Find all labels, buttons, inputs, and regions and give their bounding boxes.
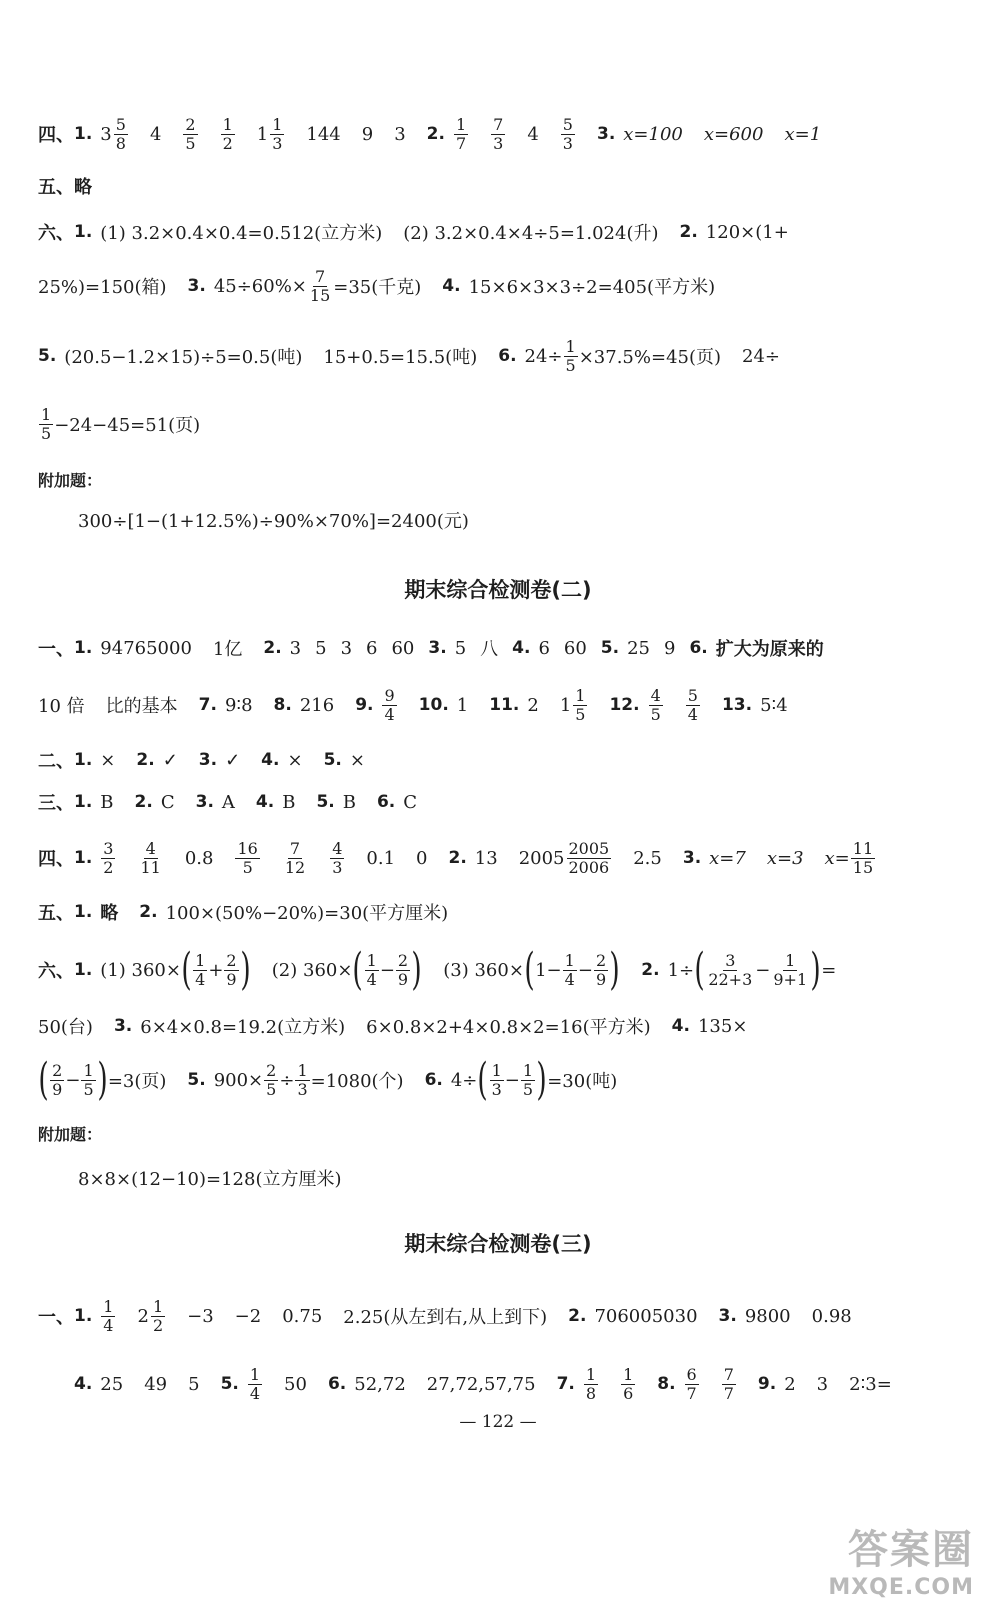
fraction: $\frac{7}{3}$ <box>493 114 504 153</box>
answer: 8×8×(12−10)=128(立方厘米) <box>78 1169 342 1190</box>
item-number: 2. <box>263 638 282 658</box>
answer-line <box>0 1354 996 1414</box>
answer: 八 <box>480 639 499 660</box>
answer: 10 倍 <box>38 696 85 717</box>
fraction: $\frac{1}{4}$ <box>249 1364 261 1403</box>
item-number: 2. <box>136 750 155 770</box>
fraction: $\frac{4}{5}$ <box>650 685 661 724</box>
fraction: $\frac{2}{9}$ <box>397 950 409 989</box>
item-number: 3. <box>596 124 616 144</box>
answer: 略 <box>100 903 119 924</box>
answer: 144 <box>306 123 341 145</box>
section-label: 四、 <box>38 125 74 146</box>
item-number: 3. <box>113 1016 133 1036</box>
fraction: $\frac{1}{5}$ <box>565 336 576 375</box>
item-number: 4. <box>442 276 461 296</box>
answer: (2) 360× <box>271 959 353 981</box>
item-number: 2. <box>568 1306 587 1326</box>
answer: ✓ <box>225 749 241 771</box>
item-number: 6. <box>689 638 708 658</box>
fraction: $\frac{6}{7}$ <box>686 1364 697 1403</box>
fraction: $\frac{3}{2}$ <box>103 838 114 877</box>
item-number: 10. <box>418 695 449 715</box>
answer: 4÷ <box>450 1069 478 1091</box>
item-number: 6. <box>376 792 396 812</box>
answer: 60 <box>563 637 587 659</box>
item-number: 5. <box>316 792 335 812</box>
answer-line <box>0 828 996 888</box>
item-number: 1. <box>74 902 93 922</box>
item-number: 4. <box>74 1374 93 1394</box>
answer: 25%)=150(箱) <box>38 277 167 298</box>
answer: 15×6×3×3÷2=405(平方米) <box>468 277 716 298</box>
fraction: $\frac{2}{9}$ <box>595 950 607 989</box>
answer: (20.5−1.2×15)÷5=0.5(吨) <box>64 347 303 368</box>
answer: x=600 <box>703 123 764 145</box>
answer: 3 <box>394 123 406 145</box>
item-number: 3. <box>198 750 218 770</box>
answer: 24÷ <box>524 345 563 367</box>
answer: 6×0.8×2+4×0.8×2=16(平方米) <box>366 1017 651 1038</box>
answer: 5 <box>315 637 327 659</box>
answer: 3 <box>100 123 112 145</box>
fraction: $\frac{1}{3}$ <box>491 1060 502 1099</box>
watermark-logo <box>804 1518 974 1600</box>
answer: 4 <box>149 123 162 145</box>
answer: 49 <box>144 1373 168 1395</box>
item-number: 1. <box>74 638 93 658</box>
section-label: 六、 <box>38 961 74 982</box>
answer: ✓ <box>162 749 178 771</box>
answer: 2 <box>784 1373 796 1395</box>
page-number: — 122 — <box>459 1412 537 1432</box>
section-label: 二、 <box>38 751 74 772</box>
answer: 0.98 <box>811 1305 852 1327</box>
answer: 0.75 <box>282 1305 323 1327</box>
section-label: 四、 <box>38 849 74 870</box>
fraction: $\frac{2}{5}$ <box>266 1060 277 1099</box>
answer: 0.1 <box>366 847 396 869</box>
answer: 15+0.5=15.5(吨) <box>323 347 478 368</box>
fraction: $\frac{5}{8}$ <box>115 114 126 153</box>
answer: 0.8 <box>184 847 214 869</box>
answer: −2 <box>234 1305 262 1327</box>
item-number: 5. <box>220 1374 239 1394</box>
answer: −24−45=51(页) <box>54 415 201 436</box>
item-number: 7. <box>556 1374 575 1394</box>
fraction: $\frac{1}{5}$ <box>83 1060 94 1099</box>
item-number: 5. <box>38 346 57 366</box>
answer-line: 25%)=150(箱) 3. 45÷60%× $\frac{7}{15}$ =35(千克) 4. 15×6×3×3÷2=405(平方米) <box>38 266 716 305</box>
answer: 24÷ <box>742 345 781 367</box>
answer: 1÷ <box>667 959 695 981</box>
fraction: $\frac{2}{9}$ <box>52 1060 63 1099</box>
answer: 25 <box>100 1373 124 1395</box>
watermark-url: MXQE.COM <box>828 1575 974 1600</box>
item-number: 8. <box>273 695 292 715</box>
answer-line <box>0 1286 996 1346</box>
answer: x=3 <box>766 847 804 869</box>
answer-line <box>0 394 996 454</box>
answer-line <box>0 784 996 820</box>
answer: 6 <box>538 637 550 659</box>
answer: (1) 360× <box>100 959 181 981</box>
answer: x=100 <box>623 123 683 145</box>
answer: 50(台) <box>38 1017 93 1038</box>
answer-line: ( $\frac{2}{9}$ − $\frac{1}{5}$ ) =3(页) 5. 900× $\frac{2}{5}$ ÷ $\frac{1}{3}$ =1080(个) 6. 4÷ ( $\frac{1}{3}$ − $\frac{1}{5}$ ) =30(吨) <box>38 1054 618 1105</box>
answer: 13 <box>474 847 498 869</box>
answer: 135× <box>697 1015 748 1037</box>
fraction: $\frac{1}{5}$ <box>41 404 52 443</box>
answer: 9800 <box>744 1305 791 1327</box>
answer: 2 <box>527 694 539 716</box>
answer: × <box>349 749 365 771</box>
item-number: 4. <box>671 1016 690 1036</box>
item-number: 1. <box>74 222 93 242</box>
fraction: $\frac{2}{9}$ <box>226 950 237 989</box>
answer: 5∶4 <box>760 694 788 716</box>
answer: 2 <box>137 1305 149 1327</box>
fraction: $\frac{4}{11}$ <box>140 838 161 877</box>
item-number: 8. <box>657 1374 676 1394</box>
fraction: $\frac{9}{4}$ <box>384 685 395 724</box>
answer: C <box>403 791 418 813</box>
answer: B <box>342 791 356 813</box>
fraction: $\frac{1}{5}$ <box>575 685 586 724</box>
answer: 60 <box>391 637 415 659</box>
answer: × <box>287 749 303 771</box>
answer: B <box>282 791 296 813</box>
section-label: 六、 <box>38 223 74 244</box>
answer-line: 六、 1. (1) 360× ( $\frac{1}{4}$ + $\frac{2}{9}$ ) (2) 360× ( $\frac{1}{4}$ − $\frac{2}{9}$ ) (3) 360× ( 1− $\frac{1}{4}$ − $\frac{2}{9}$ ) 2. 1÷ ( $\frac{3}{22+3}$ − $\frac{1}{9+1}$ ) = <box>38 944 837 995</box>
item-number: 1. <box>74 124 93 144</box>
item-number: 1. <box>74 848 93 868</box>
answer: 9 <box>664 637 676 659</box>
answer: 3 <box>340 637 353 659</box>
item-number: 11. <box>489 695 520 715</box>
fraction: $\frac{5}{3}$ <box>562 114 573 153</box>
item-number: 3. <box>428 638 447 658</box>
fraction: $\frac{1}{6}$ <box>623 1364 634 1403</box>
item-number: 2. <box>641 960 660 980</box>
answer: 216 <box>299 694 335 716</box>
answer: 0 <box>416 847 428 869</box>
answer: 25 <box>627 637 650 659</box>
item-number: 3. <box>195 792 214 812</box>
answer: 5 <box>454 637 467 659</box>
fraction: $\frac{1}{9+1}$ <box>773 950 808 989</box>
answer: (1) 3.2×0.4×0.4=0.512(立方米) <box>100 223 383 244</box>
answer-line <box>0 214 996 250</box>
answer-line <box>0 168 996 204</box>
answer: 4 <box>527 123 539 145</box>
item-number: 7. <box>198 695 217 715</box>
item-number: 4. <box>512 638 531 658</box>
extra-question-label: 附加题： <box>38 1125 103 1144</box>
item-number: 2. <box>139 902 158 922</box>
answer: C <box>160 791 175 813</box>
fraction: $\frac{1}{7}$ <box>455 114 467 153</box>
fraction: $\frac{1}{3}$ <box>272 114 283 153</box>
fraction: $\frac{1}{3}$ <box>297 1060 308 1099</box>
fraction: $\frac{1}{2}$ <box>222 114 233 153</box>
answer: × <box>100 749 116 771</box>
item-number: 1. <box>74 792 93 812</box>
extra-question-label: 附加题： <box>38 471 103 490</box>
answer-line <box>0 894 996 930</box>
item-number: 5. <box>323 750 342 770</box>
item-number: 2. <box>426 124 445 144</box>
fraction: $\frac{7}{7}$ <box>723 1364 734 1403</box>
fraction: $\frac{11}{15}$ <box>852 838 874 877</box>
answer: 2∶3= <box>849 1373 892 1395</box>
fraction: $\frac{1}{4}$ <box>195 950 206 989</box>
answer: 300÷[1−(1+12.5%)÷90%×70%]=2400(元) <box>78 511 469 532</box>
item-number: 6. <box>424 1070 443 1090</box>
fraction: $\frac{1}{4}$ <box>366 950 377 989</box>
fraction: $\frac{2005}{2006}$ <box>568 838 610 877</box>
item-number: 5. <box>600 638 620 658</box>
answer: 94765000 <box>100 637 192 659</box>
fraction: $\frac{1}{5}$ <box>522 1060 534 1099</box>
answer: 9 <box>361 123 374 145</box>
section-label: 一、 <box>38 1307 74 1328</box>
answer: 52,72 <box>354 1373 406 1395</box>
answer: 比的基本 <box>105 696 178 717</box>
item-number: 13. <box>721 695 753 715</box>
item-number: 5. <box>187 1070 206 1090</box>
answer-line <box>0 630 996 666</box>
fraction: $\frac{1}{8}$ <box>585 1364 597 1403</box>
fraction: $\frac{16}{5}$ <box>237 838 258 877</box>
item-number: 6. <box>327 1374 347 1394</box>
item-number: 9. <box>757 1374 777 1394</box>
answer: 6 <box>366 637 378 659</box>
fraction: $\frac{4}{3}$ <box>332 838 343 877</box>
item-number: 1. <box>74 750 93 770</box>
answer-line <box>0 1008 996 1044</box>
answer: 50 <box>284 1373 307 1395</box>
fraction: $\frac{1}{2}$ <box>152 1296 164 1335</box>
answer: 6×4×0.8=19.2(立方米) <box>140 1017 346 1038</box>
fraction: $\frac{1}{4}$ <box>103 1296 114 1335</box>
item-number: 4. <box>255 792 275 812</box>
answer: 45÷60%× <box>213 275 307 297</box>
item-number: 3. <box>682 848 702 868</box>
answer: 2.5 <box>633 847 662 869</box>
answer: (2) 3.2×0.4×4÷5=1.024(升) <box>403 223 659 244</box>
answer: 扩大为原来的 <box>715 639 824 660</box>
answer: 2.25(从左到右,从上到下) <box>343 1307 548 1328</box>
fraction: $\frac{1}{4}$ <box>564 950 575 989</box>
answer: 1亿 <box>212 639 243 660</box>
item-number: 2. <box>679 222 698 242</box>
answer: 100×(50%−20%)=30(平方厘米) <box>165 903 449 924</box>
answer: (3) 360× <box>443 959 524 981</box>
answer: 900× <box>213 1069 264 1091</box>
answer-line <box>0 742 996 778</box>
fraction: $\frac{5}{4}$ <box>687 685 698 724</box>
answer-line <box>0 675 996 735</box>
item-number: 9. <box>355 695 374 715</box>
item-number: 2. <box>448 848 467 868</box>
answer: −3 <box>187 1305 214 1327</box>
answer: B <box>100 791 114 813</box>
answer: x=7 <box>709 847 746 869</box>
section-title: 期末综合检测卷(三) <box>404 1232 592 1256</box>
answer-line <box>0 502 996 538</box>
item-number: 3. <box>187 276 206 296</box>
answer: 2005 <box>518 847 565 869</box>
fraction: $\frac{2}{5}$ <box>185 114 196 153</box>
item-number: 6. <box>498 346 517 366</box>
section-label: 五、 <box>38 903 74 924</box>
answer: 1 <box>456 694 469 716</box>
watermark-text: 答案圈 <box>848 1527 974 1573</box>
answer: 27,72,57,75 <box>426 1373 536 1395</box>
answer: 5 <box>188 1373 200 1395</box>
section-label: 五、 <box>38 177 74 198</box>
answer-line: 5. (20.5−1.2×15)÷5=0.5(吨) 15+0.5=15.5(吨) 6. 24÷ $\frac{1}{5}$ ×37.5%=45(页) 24÷ <box>38 336 781 375</box>
fraction: $\frac{7}{15}$ <box>309 266 331 305</box>
answer: 3 <box>289 637 302 659</box>
answer: 1 <box>559 694 572 716</box>
item-number: 1. <box>74 960 93 980</box>
answer: 略 <box>74 177 92 198</box>
section-label: 三、 <box>38 793 74 814</box>
answer-line <box>0 1160 996 1196</box>
fraction: $\frac{3}{22+3}$ <box>708 950 753 989</box>
answer: A <box>221 791 235 813</box>
fraction: $\frac{7}{12}$ <box>284 838 306 877</box>
answer: 706005030 <box>594 1305 698 1327</box>
answer: 120×(1+ <box>705 221 789 243</box>
answer-line <box>0 104 996 164</box>
section-title: 期末综合检测卷(二) <box>404 578 592 602</box>
answer: 3 <box>816 1373 829 1395</box>
item-number: 12. <box>609 695 640 715</box>
answer: 9∶8 <box>224 694 253 716</box>
item-number: 2. <box>134 792 153 812</box>
section-label: 一、 <box>38 639 74 660</box>
item-number: 1. <box>74 1306 93 1326</box>
item-number: 3. <box>718 1306 737 1326</box>
answer: x= <box>824 847 850 869</box>
item-number: 4. <box>261 750 280 770</box>
answer: x=1 <box>784 123 822 145</box>
answer: 1 <box>256 123 269 145</box>
answer: =3(页) <box>107 1071 167 1092</box>
